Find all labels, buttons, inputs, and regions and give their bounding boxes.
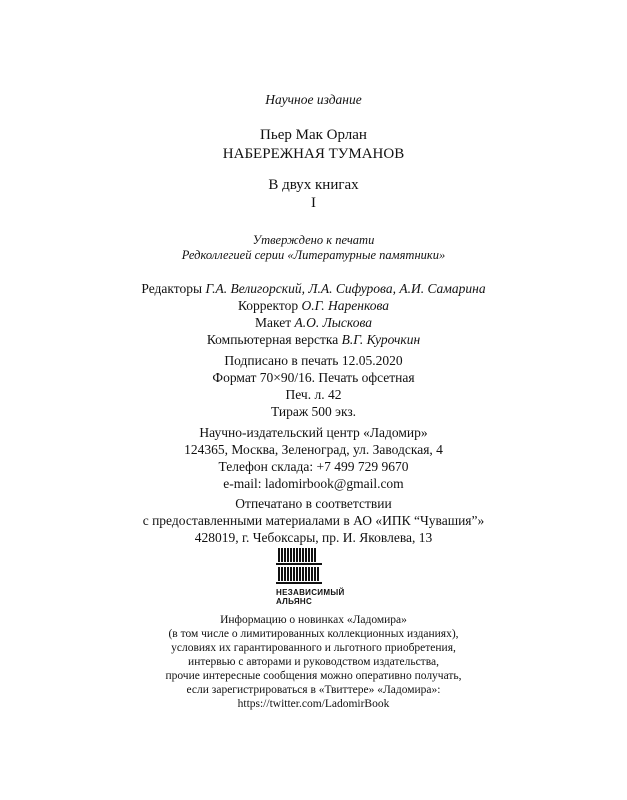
corrector-name: О.Г. Наренкова [301,298,390,313]
printer-line-3: 428019, г. Чебоксары, пр. И. Яковлева, 13 [194,530,433,545]
print-sheets: Печ. л. 42 [285,387,342,402]
info-line-4: интервью с авторами и руководством издательства, [188,656,439,668]
info-line-2: (в том числе о лимитированных коллекционных изданиях), [168,628,459,640]
layout-label: Макет [255,315,292,330]
approval-line-1: Утверждено к печати [252,233,375,247]
printer-line-2: с предоставленными материалами в АО «ИПК “Чувашия”» [142,513,485,528]
credits-typesetting [0,332,627,348]
bookshelf-icon [276,546,356,586]
layout-name: А.О. Лыскова [294,315,372,330]
credits-layout [0,315,627,331]
print-signed: Подписано в печать 12.05.2020 [224,353,403,368]
typesetting-label: Компьютерная верстка [206,332,339,347]
logo-text-line-1: НЕЗАВИСИМЫЙ [276,588,345,597]
info-line-1: Информацию о новинках «Ладомира» [220,614,407,626]
twitter-link[interactable]: https://twitter.com/LadomirBook [237,698,390,710]
volumes-note: В двух книгах [268,177,359,193]
info-line-6: если зарегистрироваться в «Твиттере» «Ладомира»: [186,684,441,696]
print-format: Формат 70×90/16. Печать офсетная [212,370,415,385]
series-label: Научное издание [265,92,362,107]
credits-editors [0,281,627,297]
typesetting-name: В.Г. Курочкин [341,332,421,347]
editors-names: Г.А. Велигорский, Л.А. Сифурова, А.И. Самарина [205,281,486,296]
corrector-label: Корректор [237,298,299,313]
book-title: НАБЕРЕЖНАЯ ТУМАНОВ [222,146,405,162]
print-run: Тираж 500 экз. [270,404,357,419]
publisher-address: 124365, Москва, Зеленоград, ул. Заводская, 4 [184,442,443,457]
credits-corrector [0,298,627,314]
publisher-email: e-mail: ladomirbook@gmail.com [223,476,404,491]
book-number: I [311,195,316,211]
approval-line-2: Редколлегией серии «Литературные памятники» [181,248,446,262]
publisher-name: Научно-издательский центр «Ладомир» [199,425,428,440]
logo-text-line-2: АЛЬЯНС [276,597,313,606]
info-line-3: условиях их гарантированного и льготного приобретения, [171,642,456,654]
printer-line-1: Отпечатано в соответствии [235,496,392,511]
author-name: Пьер Мак Орлан [260,127,367,143]
editors-label: Редакторы [141,281,203,296]
info-line-5: прочие интересные сообщения можно оперативно получать, [165,670,462,682]
independent-alliance-logo [276,546,356,610]
publisher-phone: Телефон склада: +7 499 729 9670 [218,459,409,474]
